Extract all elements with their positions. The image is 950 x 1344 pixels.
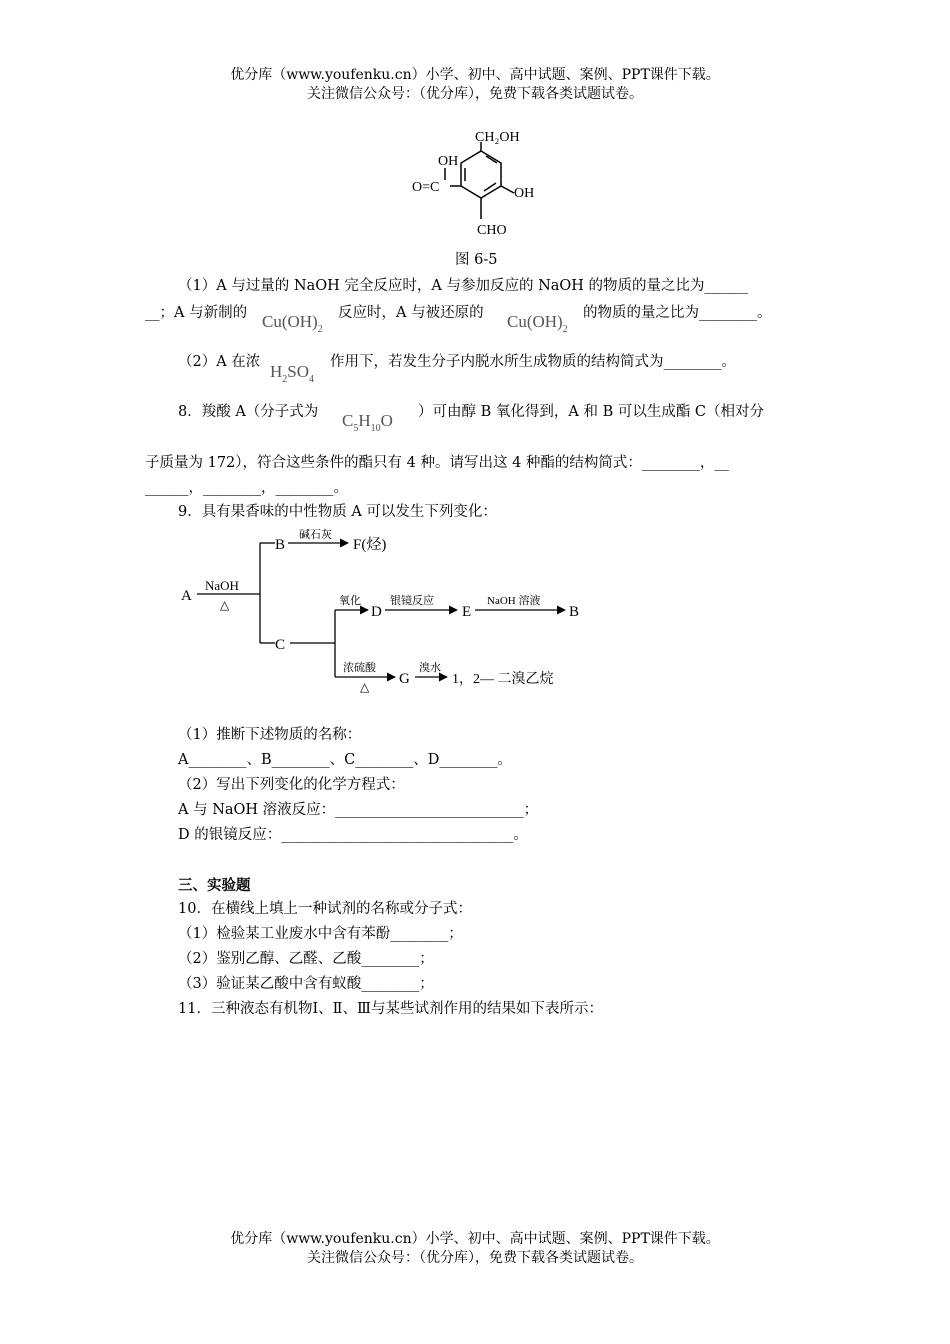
q9-part1-blanks: A________、B________、C________、D________。 — [178, 752, 512, 768]
q10-part3: （3）验证某乙酸中含有蚁酸________； — [178, 976, 434, 992]
cuoh2-formula-2: $Cu(OH)_2$ — [507, 312, 568, 335]
scheme-B-2: B — [569, 604, 580, 620]
scheme-naoh-solution: NaOH 溶液 — [487, 595, 541, 607]
q11-title: 11．三种液态有机物Ⅰ、Ⅱ、Ⅲ与某些试剂作用的结果如下表所示： — [178, 1001, 604, 1017]
q10-part2: （2）鉴别乙醇、乙醛、乙酸________； — [178, 951, 434, 967]
scheme-E: E — [462, 604, 472, 620]
scheme-A: A — [181, 588, 192, 604]
scheme-naoh-label: NaOH — [205, 578, 239, 593]
section-3-title: 三、实验题 — [178, 877, 251, 894]
structure-figure-6-5 — [400, 125, 560, 245]
q10-part1: （1）检验某工业废水中含有苯酚________； — [178, 926, 463, 942]
q8-line3: ______，________，________。 — [145, 480, 348, 496]
cho-label: CHO — [477, 223, 507, 238]
ch2oh-label: CH₂OH — [475, 130, 520, 145]
c5h10o2-formula: $C_5H_{10}O$ — [342, 411, 393, 434]
h2so4-formula: $H_2SO_4$ — [270, 362, 315, 385]
scheme-delta-2: △ — [360, 680, 370, 694]
q7-part2-a: （2）A 在浓 — [178, 354, 261, 370]
scheme-conc-h2so4: 浓硫酸 — [343, 662, 376, 674]
q9-part2-title: （2）写出下列变化的化学方程式： — [178, 777, 405, 793]
figure-caption: 图 6-5 — [455, 252, 498, 268]
scheme-B: B — [275, 537, 286, 553]
q8-line1b: ）可由醇 B 氧化得到，A 和 B 可以生成酯 C（相对分 — [418, 404, 765, 420]
q7-part1-line2a: __；A 与新制的 — [145, 305, 248, 321]
q9-part1-title: （1）推断下述物质的名称： — [178, 727, 362, 743]
q7-part1-line2c: 的物质的量之比为________。 — [583, 305, 772, 321]
q10-title: 10．在横线上填上一种试剂的名称或分子式： — [178, 901, 472, 917]
reaction-scheme — [175, 525, 595, 695]
scheme-product: 1，2— 二溴乙烷 — [452, 672, 554, 687]
scheme-F: F(烃) — [353, 537, 387, 553]
footer-line-1: 优分库（www.youfenku.cn）小学、初中、高中试题、案例、PPT课件下载。 — [230, 1231, 720, 1247]
scheme-D: D — [371, 604, 382, 620]
scheme-oxidation: 氧化 — [339, 595, 361, 607]
q9-title: 9．具有果香味的中性物质 A 可以发生下列变化： — [178, 504, 497, 520]
scheme-G: G — [399, 671, 410, 687]
scheme-bromine-water: 溴水 — [419, 662, 441, 674]
benzene-ring — [461, 151, 501, 198]
scheme-silver-mirror: 银镜反应 — [390, 595, 434, 607]
q8-line2: 子质量为 172），符合这些条件的酯只有 4 种。请写出这 4 种酯的结构简式：________，__ — [145, 455, 729, 471]
q7-part2-b: 作用下，若发生分子内脱水所生成物质的结构简式为________。 — [330, 354, 736, 370]
footer-line-2: 关注微信公众号：（优分库），免费下载各类试题试卷。 — [307, 1250, 643, 1266]
header-line-1: 优分库（www.youfenku.cn）小学、初中、高中试题、案例、PPT课件下载。 — [230, 67, 720, 83]
oh-right-label: OH — [514, 186, 535, 201]
o-c-label: O=C — [412, 180, 440, 195]
q8-line1a: 8．羧酸 A（分子式为 — [178, 404, 319, 420]
q7-part1-line2b: 反应时，A 与被还原的 — [338, 305, 484, 321]
oh-top-label: OH — [438, 154, 459, 169]
header-line-2: 关注微信公众号：（优分库），免费下载各类试题试卷。 — [307, 86, 643, 102]
q9-part2-d: D 的银镜反应：________________________________。 — [178, 827, 528, 843]
scheme-delta-1: △ — [220, 598, 230, 612]
cuoh2-formula-1: $Cu(OH)_2$ — [262, 312, 323, 335]
q9-part2-a: A 与 NaOH 溶液反应：__________________________； — [178, 802, 539, 818]
q7-part1-line1: （1）A 与过量的 NaOH 完全反应时，A 与参加反应的 NaOH 的物质的量之比为______ — [178, 278, 749, 294]
scheme-soda-lime: 碱石灰 — [299, 529, 332, 541]
scheme-C: C — [275, 637, 286, 653]
